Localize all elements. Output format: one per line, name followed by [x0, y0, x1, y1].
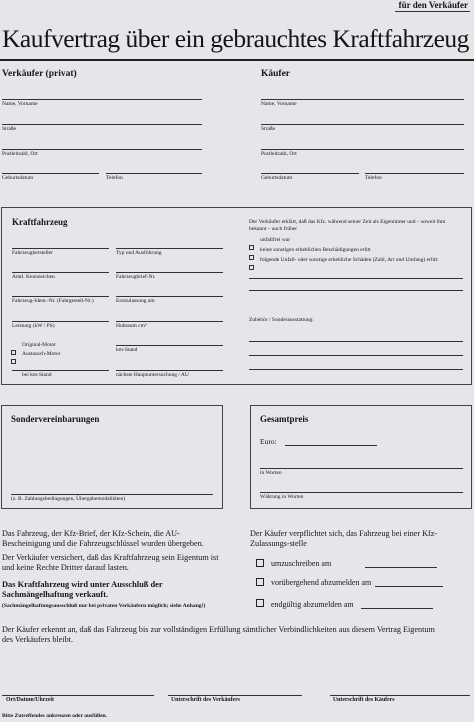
type-label: Typ und Ausführung — [116, 250, 162, 256]
currency-in-words-field[interactable] — [260, 492, 463, 493]
temp-deregister-label: vorübergehend abzumelden am — [271, 578, 372, 587]
footer-note: Bitte Zutreffendes ankreuzen oder ausfüllen. — [2, 713, 107, 719]
plate-label: Amtl. Kennzeichen — [12, 274, 55, 280]
power-label: Leistung (kW / PS) — [12, 323, 55, 329]
damage-checkbox[interactable] — [249, 257, 254, 275]
vin-label: Fahrzeug-Ident.-Nr. (Fahrgestell-Nr.) — [12, 298, 94, 304]
page-title: Kaufvertrag über ein gebrauchtes Kraftfahrzeug — [2, 24, 469, 53]
accessories-line-1[interactable] — [249, 341, 463, 342]
vehicle-heading: Kraftfahrzeug — [12, 217, 68, 227]
buyer-birth-field[interactable] — [261, 173, 359, 174]
first-registration-label: Erstzulassung am — [116, 298, 155, 304]
title-divider — [0, 59, 474, 61]
special-agreements-heading: Sondervereinbarungen — [11, 414, 100, 424]
exchange-engine-label: Austausch-Motor — [22, 351, 61, 357]
ownership-assurance-text: Der Verkäufer versichert, daß das Kraftfahrzeug sein Eigentum ist und keine Rechte Dritter darauf lasten. — [2, 553, 219, 572]
checkbox-icon — [249, 265, 254, 270]
final-deregister-date-field[interactable] — [361, 608, 433, 609]
checkbox-icon — [11, 359, 16, 364]
euro-field[interactable] — [285, 445, 377, 446]
seller-name-field[interactable] — [2, 99, 202, 100]
next-inspection-field[interactable] — [116, 370, 223, 371]
first-registration-field[interactable] — [116, 296, 223, 297]
manufacturer-label: Fahrzeughersteller — [12, 250, 53, 256]
seller-zip-city-field[interactable] — [2, 149, 202, 150]
damage-line-1[interactable] — [249, 278, 463, 279]
seller-zip-city-label: Postleitzahl, Ort — [2, 151, 38, 157]
power-field[interactable] — [12, 321, 109, 322]
ownership-reservation-text: Der Käufer erkennt an, daß das Fahrzeug bis zur vollständigen Erfüllung sämtlicher Verbindlichkeiten aus diesem Vertrag Eigentum des Verkäufers bleibt. — [2, 625, 435, 644]
price-in-words-field[interactable] — [260, 468, 463, 469]
seller-phone-field[interactable] — [106, 173, 202, 174]
at-mileage-field[interactable] — [12, 370, 109, 371]
currency-in-words-label: Währung in Worten — [260, 494, 304, 500]
temp-deregister-checkbox[interactable] — [256, 578, 264, 586]
mileage-label: km-Stand — [116, 347, 138, 353]
buyer-zip-city-field[interactable] — [261, 149, 464, 150]
accessories-line-3[interactable] — [249, 369, 463, 370]
exchange-engine-checkbox[interactable] — [11, 351, 16, 369]
manufacturer-field[interactable] — [12, 248, 109, 249]
special-agreements-field[interactable] — [11, 494, 213, 495]
original-engine-label: Original-Motor — [22, 342, 56, 348]
seller-street-field[interactable] — [2, 124, 202, 125]
no-damage-label: keine sonstigen erheblichen Beschädigungen erlitt — [260, 247, 371, 253]
seller-name-label: Name, Vorname — [2, 101, 38, 107]
temp-deregister-date-field[interactable] — [375, 586, 443, 587]
displacement-label: Hubraum cm³ — [116, 323, 147, 329]
liability-exclusion-text: Das Kraftfahrzeug wird unter Ausschluß der Sachmängelhaftung verkauft. — [2, 580, 163, 599]
price-in-words-label: in Worten — [260, 470, 282, 476]
euro-label: Euro: — [260, 437, 277, 446]
seller-phone-label: Telefon — [106, 175, 123, 181]
displacement-field[interactable] — [116, 321, 223, 322]
copy-label: für den Verkäufer — [395, 0, 470, 12]
mileage-field[interactable] — [116, 345, 223, 346]
damage-label: folgende Unfall- oder sonstige erhebliche Schäden (Zahl, Art und Umfang) erlitt: — [260, 257, 439, 263]
place-date-field[interactable] — [2, 695, 154, 696]
place-date-label: Ort/Datum/Uhrzeit — [6, 697, 54, 703]
registration-number-field[interactable] — [116, 272, 223, 273]
handover-text: Das Fahrzeug, der Kfz-Brief, der Kfz-Schein, die AU-Bescheinigung und die Fahrzeugschlüssel wurden übergeben. — [2, 529, 204, 548]
registration-number-label: Fahrzeugbrief-Nr. — [116, 274, 156, 280]
accessories-line-2[interactable] — [249, 355, 463, 356]
seller-street-label: Straße — [2, 126, 17, 132]
final-deregister-label: endgültig abzumelden am — [271, 600, 354, 609]
seller-signature-label: Unterschrift des Verkäufers — [171, 697, 240, 703]
buyer-phone-field[interactable] — [365, 173, 464, 174]
re-register-label: umzuschreiben am — [271, 559, 332, 568]
buyer-heading: Käufer — [261, 69, 291, 79]
vin-field[interactable] — [12, 296, 109, 297]
buyer-name-field[interactable] — [261, 99, 464, 100]
buyer-zip-city-label: Postleitzahl, Ort — [261, 151, 297, 157]
buyer-street-field[interactable] — [261, 124, 464, 125]
buyer-name-label: Name, Vorname — [261, 101, 297, 107]
damage-line-2[interactable] — [249, 290, 463, 291]
buyer-street-label: Straße — [261, 126, 276, 132]
buyer-birth-label: Geburtsdatum — [261, 175, 293, 181]
re-register-date-field[interactable] — [365, 567, 437, 568]
plate-field[interactable] — [12, 272, 109, 273]
buyer-phone-label: Telefon — [365, 175, 382, 181]
seller-birth-label: Geburtsdatum — [2, 175, 34, 181]
seller-declaration: Der Verkäufer erklärt, daß das Kfz. während seiner Zeit als Eigentümer und – soweit ihm bekannt – auch früher — [249, 219, 446, 232]
next-inspection-label: nächste Hauptuntersuchung / AU — [116, 372, 189, 378]
buyer-signature-label: Unterschrift des Käufers — [333, 697, 395, 703]
type-field[interactable] — [116, 248, 223, 249]
re-register-checkbox[interactable] — [256, 559, 264, 567]
final-deregister-checkbox[interactable] — [256, 599, 264, 607]
seller-birth-field[interactable] — [2, 173, 99, 174]
accessories-label: Zubehör / Sonderausstattung: — [249, 317, 314, 323]
at-mileage-label: bei km-Stand — [22, 372, 52, 378]
accident-free-label: unfallfrei war — [260, 237, 291, 243]
seller-signature-field[interactable] — [168, 695, 302, 696]
special-agreements-note: (z. B. Zahlungsbedingungen, Übergabemodalitäten) — [11, 496, 126, 502]
liability-exclusion-note: (Sachmängelhaftungsausschluß nur bei privaten Verkäufern möglich; siehe Anhang!) — [2, 603, 206, 609]
registration-text: Der Käufer verpflichtet sich, das Fahrzeug bei einer Kfz-Zulassungs-stelle — [250, 529, 438, 548]
total-price-heading: Gesamtpreis — [260, 414, 309, 424]
buyer-signature-field[interactable] — [330, 695, 470, 696]
seller-heading: Verkäufer (privat) — [2, 69, 77, 79]
